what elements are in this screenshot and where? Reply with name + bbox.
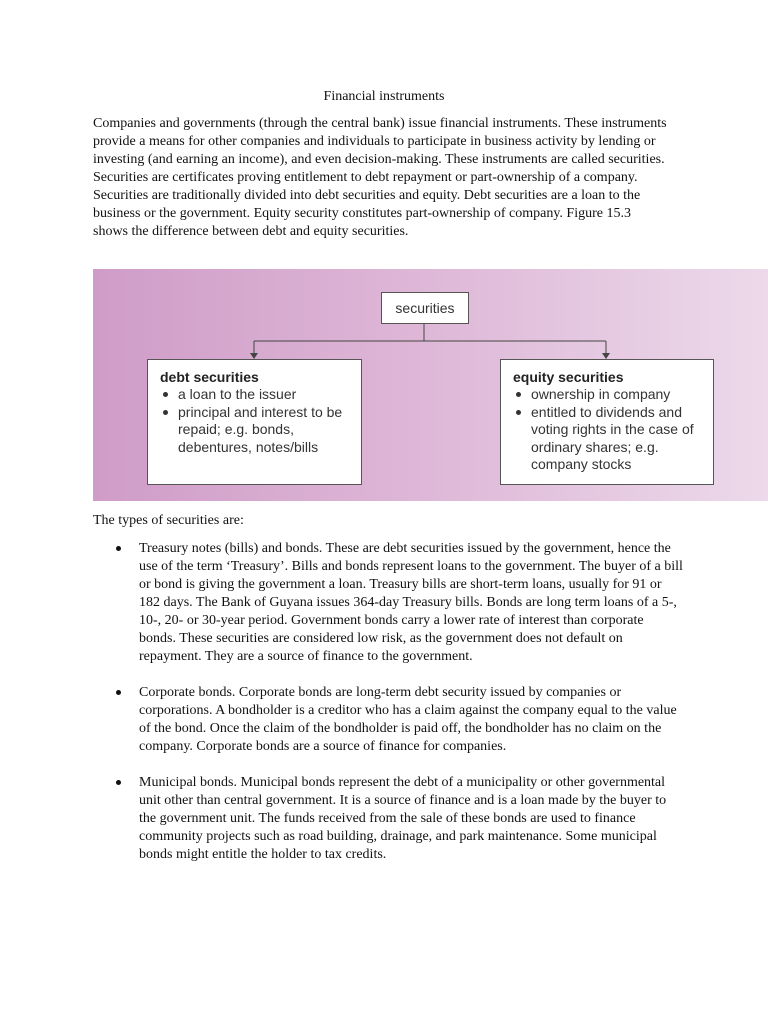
debt-item: principal and interest to be repaid; e.g. bonds, debentures, notes/bills [160, 404, 361, 457]
equity-item: ownership in company [513, 386, 713, 404]
debt-heading: debt securities [160, 369, 259, 385]
list-item-text: Municipal bonds. Municipal bonds represent the debt of a municipality or other governmental unit other than central government. It is a source of finance and is a loan made by the buyer to the government unit. The funds received from the sale of these bonds are used to finance community projects such as road building, drainage, and park maintenance. Some municipal bonds might entitle the holder to tax credits. [139, 775, 667, 862]
equity-item: entitled to dividends and voting rights in the case of ordinary shares; e.g. company stocks [513, 404, 713, 474]
list-item [93, 774, 683, 864]
equity-heading: equity securities [513, 369, 624, 385]
types-intro: The types of securities are: [93, 513, 244, 528]
types-list [93, 540, 693, 882]
page-title: Financial instruments [323, 89, 445, 104]
securities-diagram [93, 269, 768, 501]
equity-securities-box [500, 359, 714, 485]
debt-item: a loan to the issuer [160, 386, 361, 404]
bullet-icon [116, 690, 121, 695]
debt-securities-box [147, 359, 362, 485]
list-item-text: Treasury notes (bills) and bonds. These are debt securities issued by the government, hence the use of the term ‘Treasury’. Bills and bonds represent loans to the government. The buyer of a bill or bond is giving the government a loan. Treasury bills are short-term loans, usually for 91 or 182 days. The Bank of Guyana issues 364-day Treasury bills. Bonds are long term loans of a 5-, 10-, 20- or 30-year period. Government bonds carry a lower rate of interest than corporate bonds. These securities are considered low risk, as the government does not default on repayment. They are a source of finance to the government. [139, 541, 683, 664]
list-item-text: Corporate bonds. Corporate bonds are long-term debt security issued by companies or corporations. A bondholder is a creditor who has a claim against the company equal to the value of the bond. Once the claim of the bondholder is paid off, the bondholder has no claim on the company. Corporate bonds are a source of finance for companies. [139, 685, 677, 754]
bullet-icon [116, 780, 121, 785]
securities-box: securities [381, 292, 469, 324]
list-item [93, 684, 683, 756]
bullet-icon [116, 546, 121, 551]
list-item [93, 540, 683, 666]
intro-paragraph: Companies and governments (through the central bank) issue financial instruments. These instruments provide a means for other companies and individuals to participate in business activity by lending or investing (and earning an income), and even decision-making. These instruments are called securities. Securities are certificates proving entitlement to debt repayment or part-ownership of a company. Securities are traditionally divided into debt securities and equity. Debt securities are a loan to the business or the government. Equity security constitutes part-ownership of company. Figure 15.3 shows the difference between debt and equity securities. [93, 116, 667, 239]
